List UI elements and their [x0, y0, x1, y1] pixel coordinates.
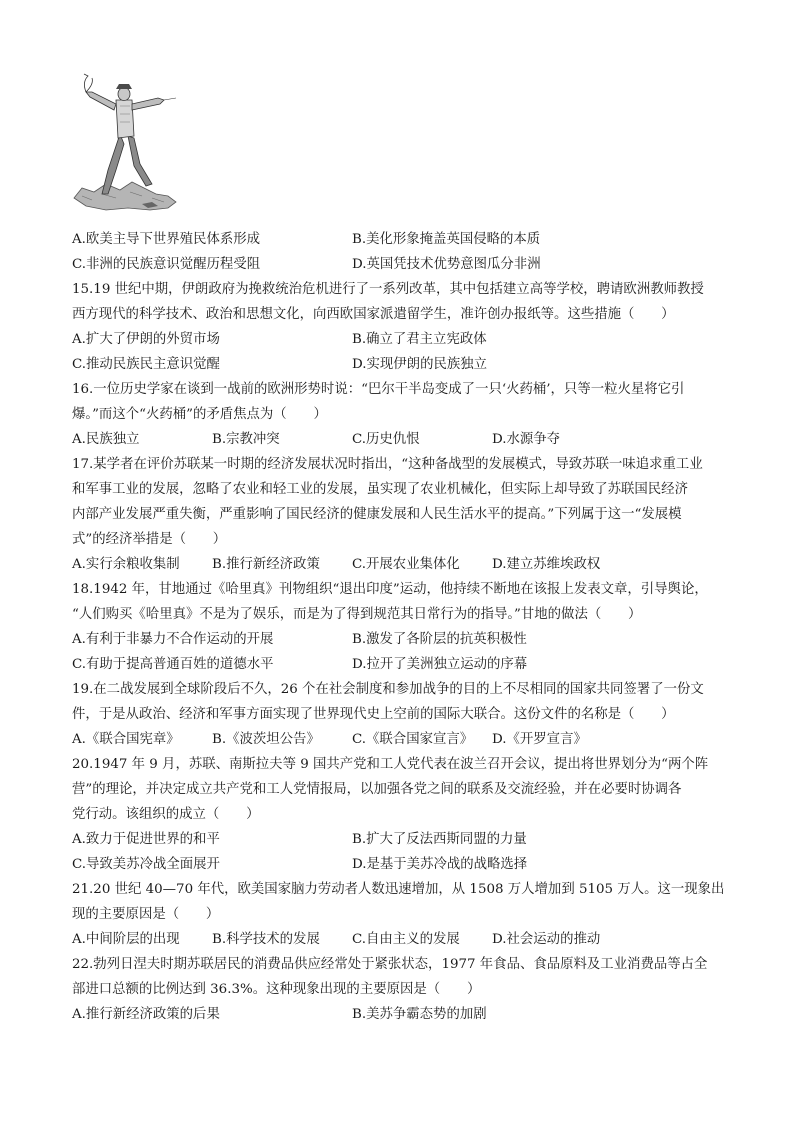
q16-stem-line-1: 16.一位历史学家在谈到一战前的欧洲形势时说：“巴尔干半岛变成了一只‘火药桶’，只等一粒火星将它引 — [72, 382, 685, 397]
option-b: B.美苏争霸态势的加剧 — [352, 1007, 487, 1022]
q20-stem-line-3: 党行动。该组织的成立（ ） — [72, 807, 260, 822]
option-d: D.实现伊朗的民族独立 — [352, 357, 488, 372]
q15-stem-line-1: 15.19 世纪中期，伊朗政府为挽救统治危机进行了一系列改革，其中包括建立高等学校，聘请欧洲教师教授 — [72, 282, 704, 297]
q20-stem-line-1: 20.1947 年 9 月，苏联、南斯拉夫等 9 国共产党和工人党代表在波兰召开会议，提出将世界划分为“两个阵 — [72, 757, 709, 772]
cartoon-drawing — [72, 70, 182, 220]
q14-options-row-1 — [72, 227, 732, 252]
option-d: D.建立苏维埃政权 — [492, 557, 601, 572]
q17-stem-line-1: 17.某学者在评价苏联某一时期的经济发展状况时指出，“这种备战型的发展模式，导致苏联一味追求重工业 — [72, 457, 703, 472]
q21-stem-line-1: 21.20 世纪 40—70 年代，欧美国家脑力劳动者人数迅速增加，从 1508 万人增加到 5105 万人。这一现象出 — [72, 882, 725, 897]
option-d: D.拉开了美洲独立运动的序幕 — [352, 657, 528, 672]
q15-options-row-2 — [72, 352, 732, 377]
q17-options-row — [72, 552, 732, 577]
option-b: B.美化形象掩盖英国侵略的本质 — [352, 232, 541, 247]
option-a: A.推行新经济政策的后果 — [72, 1007, 220, 1022]
q14-options-row-2 — [72, 252, 732, 277]
q19-stem-line-2: 件，于是从政治、经济和军事方面实现了世界现代史上空前的国际大联合。这份文件的名称是（ ） — [72, 707, 675, 722]
option-a: A.欧美主导下世界殖民体系形成 — [72, 232, 261, 247]
option-d: D.水源争夺 — [492, 432, 561, 447]
option-a: A.致力于促进世界的和平 — [72, 832, 220, 847]
option-a: A.民族独立 — [72, 432, 140, 447]
option-c: C.历史仇恨 — [352, 432, 420, 447]
option-b: B.宗教冲突 — [212, 432, 280, 447]
option-d: D.英国凭技术优势意图瓜分非洲 — [352, 257, 541, 272]
option-c: C.非洲的民族意识觉醒历程受阻 — [72, 257, 261, 272]
q18-options-row-1 — [72, 627, 732, 652]
q15-options-row-1 — [72, 327, 732, 352]
option-b: B.科学技术的发展 — [212, 932, 320, 947]
option-c: C.推动民族民主意识觉醒 — [72, 357, 220, 372]
q19-options-row — [72, 727, 732, 752]
q15-stem-line-2: 西方现代的科学技术、政治和思想文化，向西欧国家派遣留学生，准许创办报纸等。这些措施（ ） — [72, 307, 675, 322]
option-d: D.是基于美苏冷战的战略选择 — [352, 857, 528, 872]
option-c: C.开展农业集体化 — [352, 557, 460, 572]
option-b: B.《波茨坦公告》 — [212, 732, 320, 747]
option-a: A.实行余粮收集制 — [72, 557, 180, 572]
q21-options-row — [72, 927, 732, 952]
option-a: A.有利于非暴力不合作运动的开展 — [72, 632, 274, 647]
colossus-cartoon-illustration — [72, 70, 182, 220]
q22-stem-line-2: 部进口总额的比例达到 36.3%。这种现象出现的主要原因是（ ） — [72, 982, 481, 997]
q18-options-row-2 — [72, 652, 732, 677]
q17-stem-line-2: 和军事工业的发展，忽略了农业和轻工业的发展，虽实现了农业机械化，但实际上却导致了苏联国民经济 — [72, 482, 688, 497]
option-b: B.扩大了反法西斯同盟的力量 — [352, 832, 527, 847]
option-c: C.有助于提高普通百姓的道德水平 — [72, 657, 274, 672]
q17-stem-line-3: 内部产业发展严重失衡，严重影响了国民经济的健康发展和人民生活水平的提高。”下列属于这一“发展模 — [72, 507, 682, 522]
q18-stem-line-2: “人们购买《哈里真》不是为了娱乐，而是为了得到规范其日常行为的指导。”甘地的做法（ ） — [72, 607, 642, 622]
q20-options-row-1 — [72, 827, 732, 852]
option-b: B.确立了君主立宪政体 — [352, 332, 487, 347]
q19-stem-line-1: 19.在二战发展到全球阶段后不久，26 个在社会制度和参加战争的目的上不尽相同的国家共同签署了一份文 — [72, 682, 704, 697]
q17-stem-line-4: 式”的经济举措是（ ） — [72, 532, 227, 547]
option-d: D.社会运动的推动 — [492, 932, 601, 947]
q16-options-row — [72, 427, 732, 452]
option-b: B.激发了各阶层的抗英积极性 — [352, 632, 527, 647]
option-c: C.导致美苏冷战全面展开 — [72, 857, 220, 872]
q22-options-row-1 — [72, 1002, 732, 1027]
option-a: A.《联合国宪章》 — [72, 732, 180, 747]
q22-stem-line-1: 22.勃列日涅夫时期苏联居民的消费品供应经常处于紧张状态，1977 年食品、食品原料及工业消费品等占全 — [72, 957, 708, 972]
q21-stem-line-2: 现的主要原因是（ ） — [72, 907, 220, 922]
q20-options-row-2 — [72, 852, 732, 877]
option-b: B.推行新经济政策 — [212, 557, 320, 572]
q18-stem-line-1: 18.1942 年，甘地通过《哈里真》刊物组织“退出印度”运动，他持续不断地在该报上发表文章，引导舆论， — [72, 582, 708, 597]
option-a: A.中间阶层的出现 — [72, 932, 180, 947]
exam-questions — [72, 227, 732, 1027]
q16-stem-line-2: 爆。”而这个“火药桶”的矛盾焦点为（ ） — [72, 407, 327, 422]
option-d: D.《开罗宣言》 — [492, 732, 587, 747]
option-c: C.《联合国家宣言》 — [352, 732, 474, 747]
option-a: A.扩大了伊朗的外贸市场 — [72, 332, 220, 347]
q20-stem-line-2: 营”的理论，并决定成立共产党和工人党情报局，以加强各党之间的联系及交流经验，并在必要时协调各 — [72, 782, 682, 797]
option-c: C.自由主义的发展 — [352, 932, 460, 947]
